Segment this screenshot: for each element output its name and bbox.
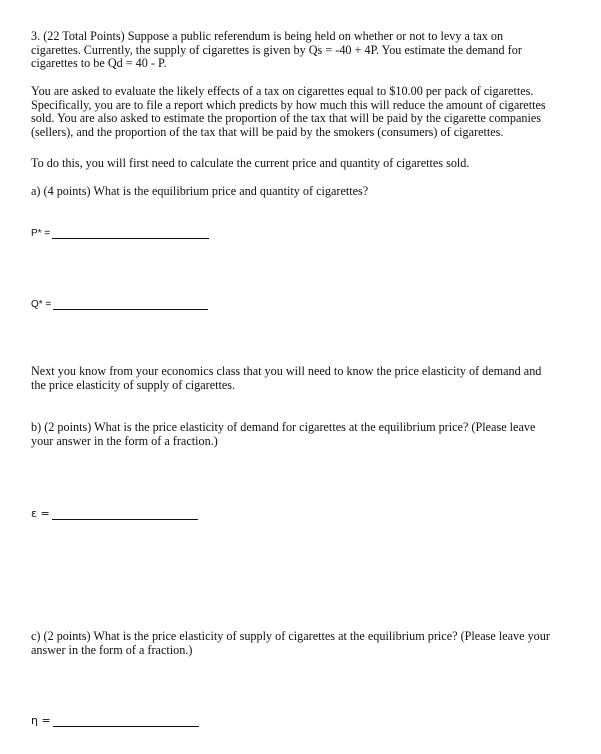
instruction-text: To do this, you will first need to calculate the current price and quantity of cigarettes sold. bbox=[31, 156, 470, 170]
eta-blank[interactable] bbox=[53, 717, 199, 727]
p-star-blank[interactable] bbox=[52, 229, 209, 239]
q-star-answer-line[interactable] bbox=[31, 299, 208, 310]
eta-answer-line[interactable] bbox=[31, 714, 199, 727]
epsilon-answer-line[interactable] bbox=[31, 507, 198, 520]
q-star-label: Q* = bbox=[31, 299, 52, 310]
q-star-blank[interactable] bbox=[53, 300, 208, 310]
task-description: You are asked to evaluate the likely effects of a tax on cigarettes equal to $10.00 per pack of cigarettes. Specifically, you are to file a report which predicts by how much this will reduce the amount of cigarettes sold. You are also asked to estimate the proportion of the tax that will be paid by the cigarette companies (sellers), and the proportion of the tax that will be paid by the smokers (consumers) of cigarettes. bbox=[31, 84, 546, 139]
epsilon-blank[interactable] bbox=[52, 510, 198, 520]
part-b-question: b) (2 points) What is the price elasticity of demand for cigarettes at the equilibrium price? (Please leave your answer in the form of a fraction.) bbox=[31, 420, 536, 448]
part-a-question: a) (4 points) What is the equilibrium price and quantity of cigarettes? bbox=[31, 184, 369, 198]
part-c-question: c) (2 points) What is the price elasticity of supply of cigarettes at the equilibrium price? (Please leave your answer in the form of a fraction.) bbox=[31, 629, 550, 657]
p-star-answer-line[interactable] bbox=[31, 228, 209, 239]
eta-label: η = bbox=[31, 714, 51, 727]
question-intro: 3. (22 Total Points) Suppose a public referendum is being held on whether or not to levy a tax on cigarettes. Currently, the supply of cigarettes is given by Qs = -40 + 4P. You estimate the demand for cigarettes to be Qd = 40 - P. bbox=[31, 29, 522, 71]
elasticity-intro: Next you know from your economics class that you will need to know the price elasticity of demand and the price elasticity of supply of cigarettes. bbox=[31, 364, 542, 392]
epsilon-label: ε = bbox=[31, 507, 50, 520]
p-star-label: P* = bbox=[31, 228, 51, 239]
